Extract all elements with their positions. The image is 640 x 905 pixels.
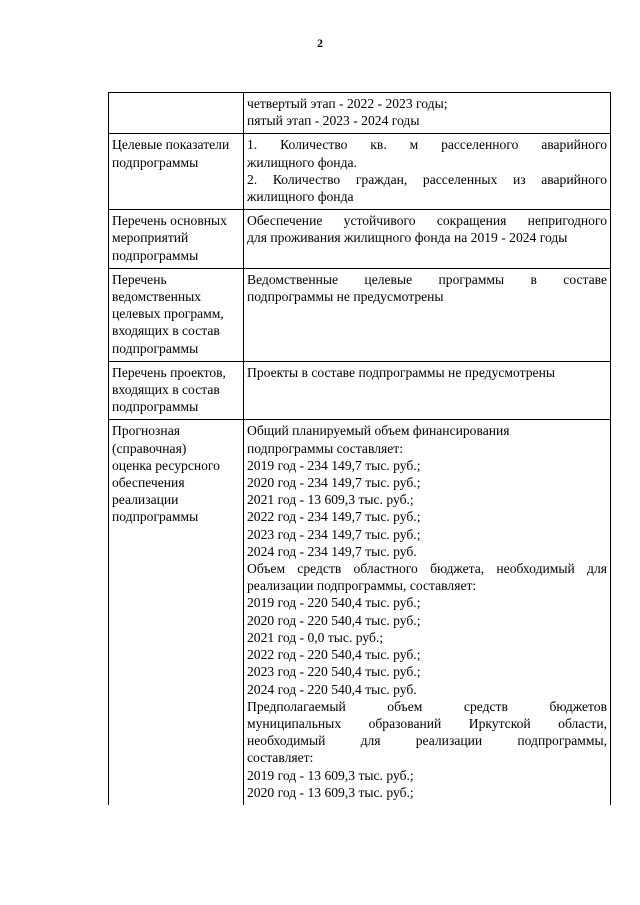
finance-line: 2020 год - 220 540,4 тыс. руб.; (247, 612, 421, 628)
finance-line: 2023 год - 220 540,4 тыс. руб.; (247, 664, 421, 680)
label-line: Прогнозная (112, 423, 180, 439)
table-row-resource-estimate (109, 420, 611, 805)
label-line: подпрограммы (112, 154, 199, 170)
label-line: (справочная) (112, 440, 187, 456)
table-row-main-activities (109, 210, 611, 269)
row-label-resource-estimate (109, 420, 244, 805)
finance-line: муниципальных образований Иркутской области, (247, 715, 607, 731)
table-row-departmental-programs (109, 268, 611, 361)
finance-line: Общий планируемый объем финансирования (247, 423, 510, 439)
finance-line: 2020 год - 13 609,3 тыс. руб.; (247, 784, 414, 800)
indicator-line: жилищного фонда. (247, 154, 357, 170)
finance-line: 2019 год - 220 540,4 тыс. руб.; (247, 595, 421, 611)
finance-line: 2019 год - 234 149,7 тыс. руб.; (247, 457, 421, 473)
indicator-line: 1. Количество кв. м расселенного аварийного (247, 137, 607, 153)
row-label-departmental-programs (109, 268, 244, 361)
finance-line: составляет: (247, 750, 314, 766)
label-line: подпрограммы (112, 340, 199, 356)
label-line: Перечень проектов, (112, 364, 226, 380)
indicator-line: жилищного фонда (247, 189, 354, 205)
label-line: входящих в состав (112, 382, 220, 398)
label-line: мероприятий (112, 230, 189, 246)
finance-line: подпрограммы составляет: (247, 440, 403, 456)
label-line: ведомственных (112, 289, 202, 305)
finance-line: необходимый для реализации подпрограммы, (247, 733, 607, 749)
row-value-main-activities (244, 210, 611, 269)
row-value-departmental-programs (244, 268, 611, 361)
page-number: 2 (317, 36, 323, 50)
label-line: Целевые показатели (112, 137, 230, 153)
row-label-empty (109, 93, 244, 134)
finance-line: 2021 год - 0,0 тыс. руб.; (247, 629, 384, 645)
finance-line: Предполагаемый объем средств бюджетов (247, 698, 607, 714)
subprogram-passport-table (108, 92, 611, 805)
project-line: Проекты в составе подпрограммы не предусмотрены (247, 364, 555, 380)
activity-line: Обеспечение устойчивого сокращения непригодного (247, 213, 607, 229)
finance-line: 2023 год - 234 149,7 тыс. руб.; (247, 526, 421, 542)
program-line: Ведомственные целевые программы в составе (247, 271, 607, 287)
finance-line: 2022 год - 220 540,4 тыс. руб.; (247, 647, 421, 663)
indicator-line: 2. Количество граждан, расселенных из аварийного (247, 171, 607, 187)
row-value-projects (244, 361, 611, 420)
label-line: Перечень основных (112, 213, 227, 229)
finance-line: 2021 год - 13 609,3 тыс. руб.; (247, 492, 414, 508)
label-line: подпрограммы (112, 509, 199, 525)
table-row-projects (109, 361, 611, 420)
row-label-target-indicators (109, 134, 244, 210)
label-line: входящих в состав (112, 323, 220, 339)
row-label-main-activities (109, 210, 244, 269)
row-value-resource-estimate (244, 420, 611, 805)
label-line: реализации (112, 492, 179, 508)
finance-line: Объем средств областного бюджета, необходимый для (247, 561, 607, 577)
label-line: Перечень (112, 271, 167, 287)
finance-line: 2020 год - 234 149,7 тыс. руб.; (247, 475, 421, 491)
label-line: подпрограммы (112, 247, 199, 263)
row-value-stages (244, 93, 611, 134)
row-value-target-indicators (244, 134, 611, 210)
label-line: подпрограммы (112, 399, 199, 415)
label-line: обеспечения (112, 475, 185, 491)
label-line: оценка ресурсного (112, 457, 220, 473)
finance-line: 2019 год - 13 609,3 тыс. руб.; (247, 767, 414, 783)
finance-line: 2024 год - 234 149,7 тыс. руб. (247, 543, 417, 559)
finance-line: 2024 год - 220 540,4 тыс. руб. (247, 681, 417, 697)
table-row-target-indicators (109, 134, 611, 210)
table-row-stages (109, 93, 611, 134)
finance-line: 2022 год - 234 149,7 тыс. руб.; (247, 509, 421, 525)
activity-line: для проживания жилищного фонда на 2019 - 2024 годы (247, 230, 568, 246)
row-label-projects (109, 361, 244, 420)
label-line: целевых программ, (112, 306, 224, 322)
stage-line: пятый этап - 2023 - 2024 годы (247, 113, 420, 129)
program-line: подпрограммы не предусмотрены (247, 289, 444, 305)
stage-line: четвертый этап - 2022 - 2023 годы; (247, 96, 448, 111)
finance-line: реализации подпрограммы, составляет: (247, 578, 477, 594)
